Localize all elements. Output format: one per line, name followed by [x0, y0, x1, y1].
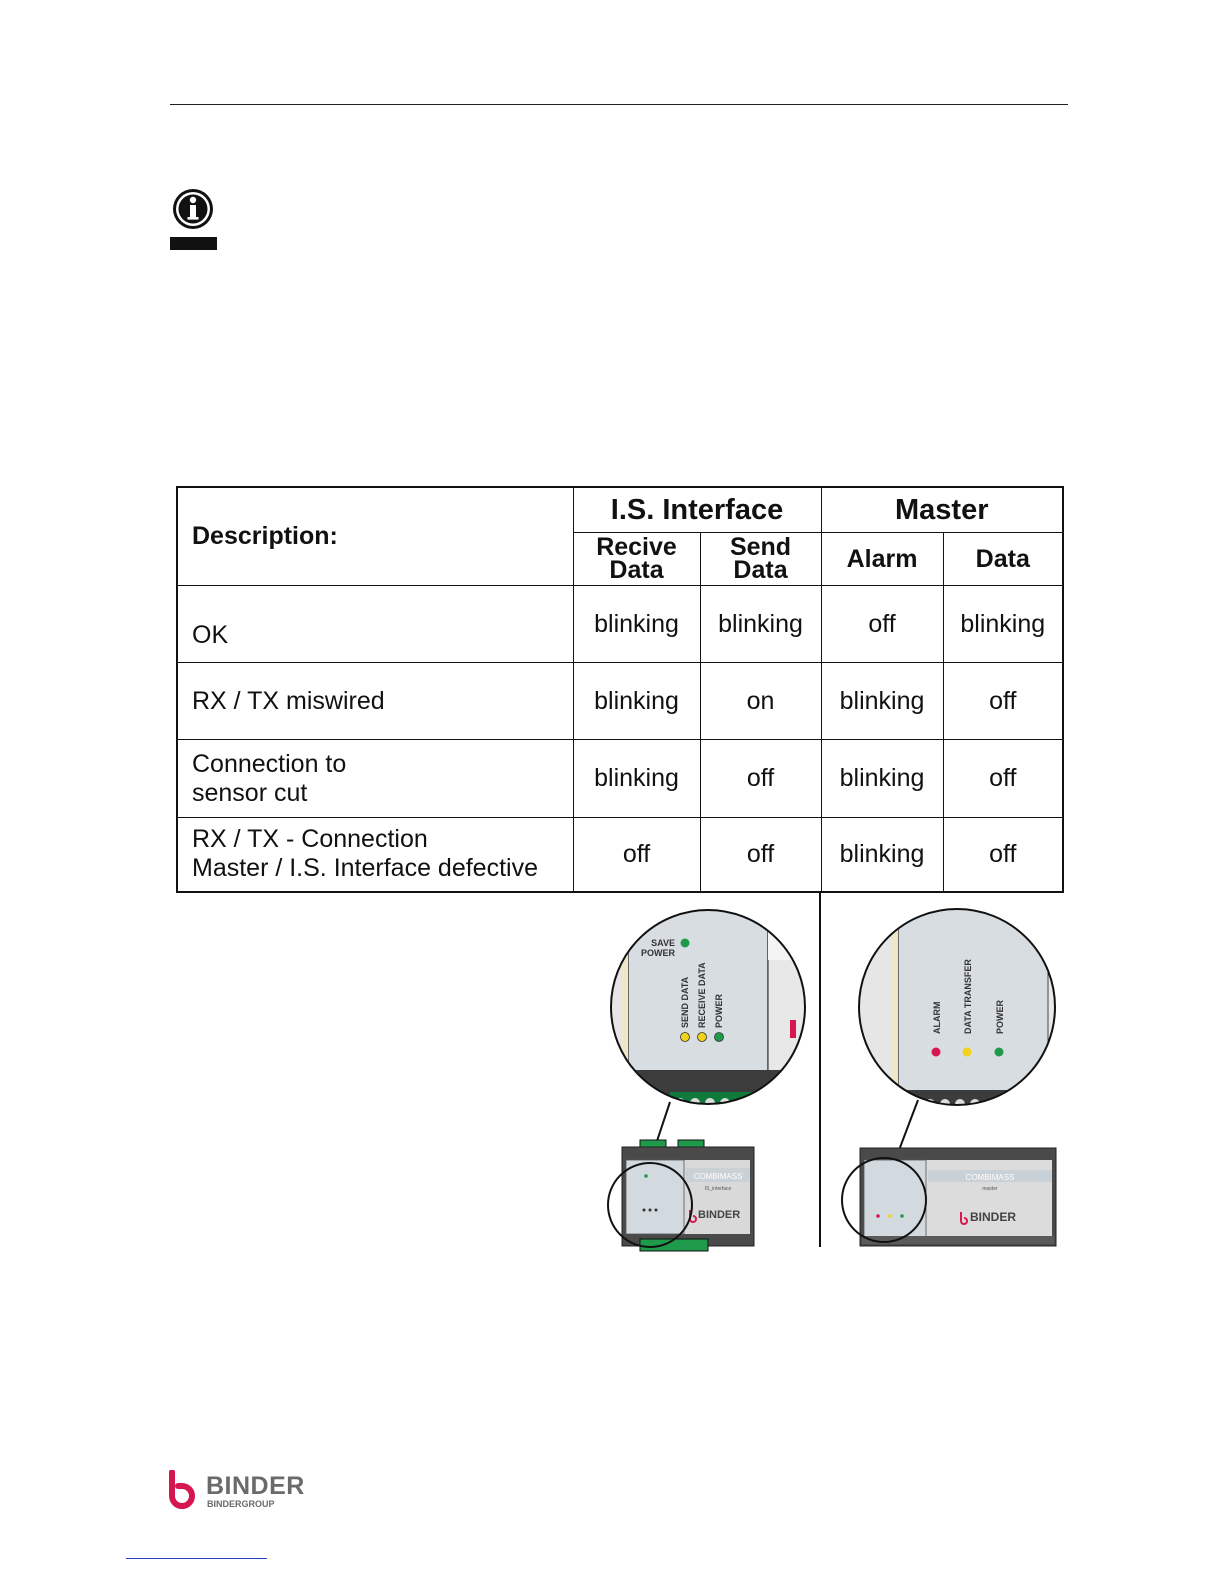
receive-data-led: [698, 1033, 707, 1042]
product-sub: IS_interface: [704, 1186, 732, 1192]
table-cell: blinking: [573, 740, 700, 818]
table-cell: off: [700, 818, 821, 892]
row-description-line: RX / TX - Connection: [192, 825, 428, 854]
table-cell: blinking: [821, 818, 943, 892]
row-description: RX / TX miswired: [177, 663, 573, 740]
footer-group: BINDERGROUP: [207, 1499, 275, 1509]
send-data-led: [681, 1033, 690, 1042]
data-transfer-led: [963, 1048, 972, 1057]
group-header-is-interface: I.S. Interface: [573, 487, 821, 533]
subheader-line: Send: [729, 533, 792, 561]
product-name: COMBIMASS: [965, 1173, 1015, 1182]
power-label: POWER: [714, 993, 724, 1028]
table-cell: blinking: [821, 740, 943, 818]
row-description-line: Master / I.S. Interface defective: [192, 854, 538, 883]
footer-brand: BINDER: [206, 1472, 305, 1500]
subheader-line: Data: [609, 556, 664, 584]
subheader-send-data: [700, 533, 821, 586]
power-led: [995, 1048, 1004, 1057]
table-cell: blinking: [943, 586, 1063, 663]
receive-data-label: RECEIVE DATA: [697, 962, 707, 1028]
subheader-alarm: Alarm: [821, 533, 943, 586]
brand-label: BINDER: [970, 1210, 1017, 1224]
table-cell: off: [700, 740, 821, 818]
row-description-line: sensor cut: [192, 778, 308, 807]
subheader-line: Recive: [596, 533, 677, 561]
led-status-table: [176, 486, 1064, 893]
alarm-label: ALARM: [932, 1001, 942, 1034]
power-led: [715, 1033, 724, 1042]
device-illustrations: [600, 900, 1070, 1252]
row-description: [177, 818, 573, 892]
description-header: Description:: [177, 487, 573, 586]
table-row: [177, 586, 1063, 663]
product-sub: master: [982, 1186, 998, 1192]
footer-link-underline: [126, 1558, 267, 1559]
is-interface-zoom: [600, 900, 828, 1120]
data-transfer-label: DATA TRANSFER: [963, 959, 973, 1034]
master-zoom: [850, 900, 1070, 1120]
group-header-master: Master: [821, 487, 1063, 533]
save-label: SAVE: [651, 938, 675, 948]
save-power-led: [681, 939, 690, 948]
table-cell: off: [943, 740, 1063, 818]
subheader-data: Data: [943, 533, 1063, 586]
alarm-led: [932, 1048, 941, 1057]
row-description: OK: [177, 586, 573, 663]
power-label: POWER: [995, 999, 1005, 1034]
product-name: COMBIMASS: [693, 1172, 743, 1181]
table-cell: blinking: [573, 586, 700, 663]
send-data-label: SEND DATA: [680, 976, 690, 1028]
table-cell: off: [943, 663, 1063, 740]
table-row: [177, 818, 1063, 892]
brand-label: BINDER: [698, 1209, 741, 1221]
table-row: [177, 740, 1063, 818]
power-label: POWER: [640, 948, 675, 958]
subheader-receive-data: [573, 533, 700, 586]
table-cell: off: [943, 818, 1063, 892]
top-rule: [170, 104, 1068, 105]
table-row: [177, 663, 1063, 740]
table-cell: off: [573, 818, 700, 892]
table-cell: off: [821, 586, 943, 663]
info-icon: [170, 187, 218, 253]
master-device: [842, 1148, 1056, 1246]
subheader-line: Data: [733, 556, 788, 584]
table-cell: blinking: [821, 663, 943, 740]
table-cell: blinking: [700, 586, 821, 663]
is-interface-device: [608, 1140, 754, 1251]
row-description: [177, 740, 573, 818]
table-cell: blinking: [573, 663, 700, 740]
row-description-line: Connection to: [192, 749, 347, 778]
table-cell: on: [700, 663, 821, 740]
